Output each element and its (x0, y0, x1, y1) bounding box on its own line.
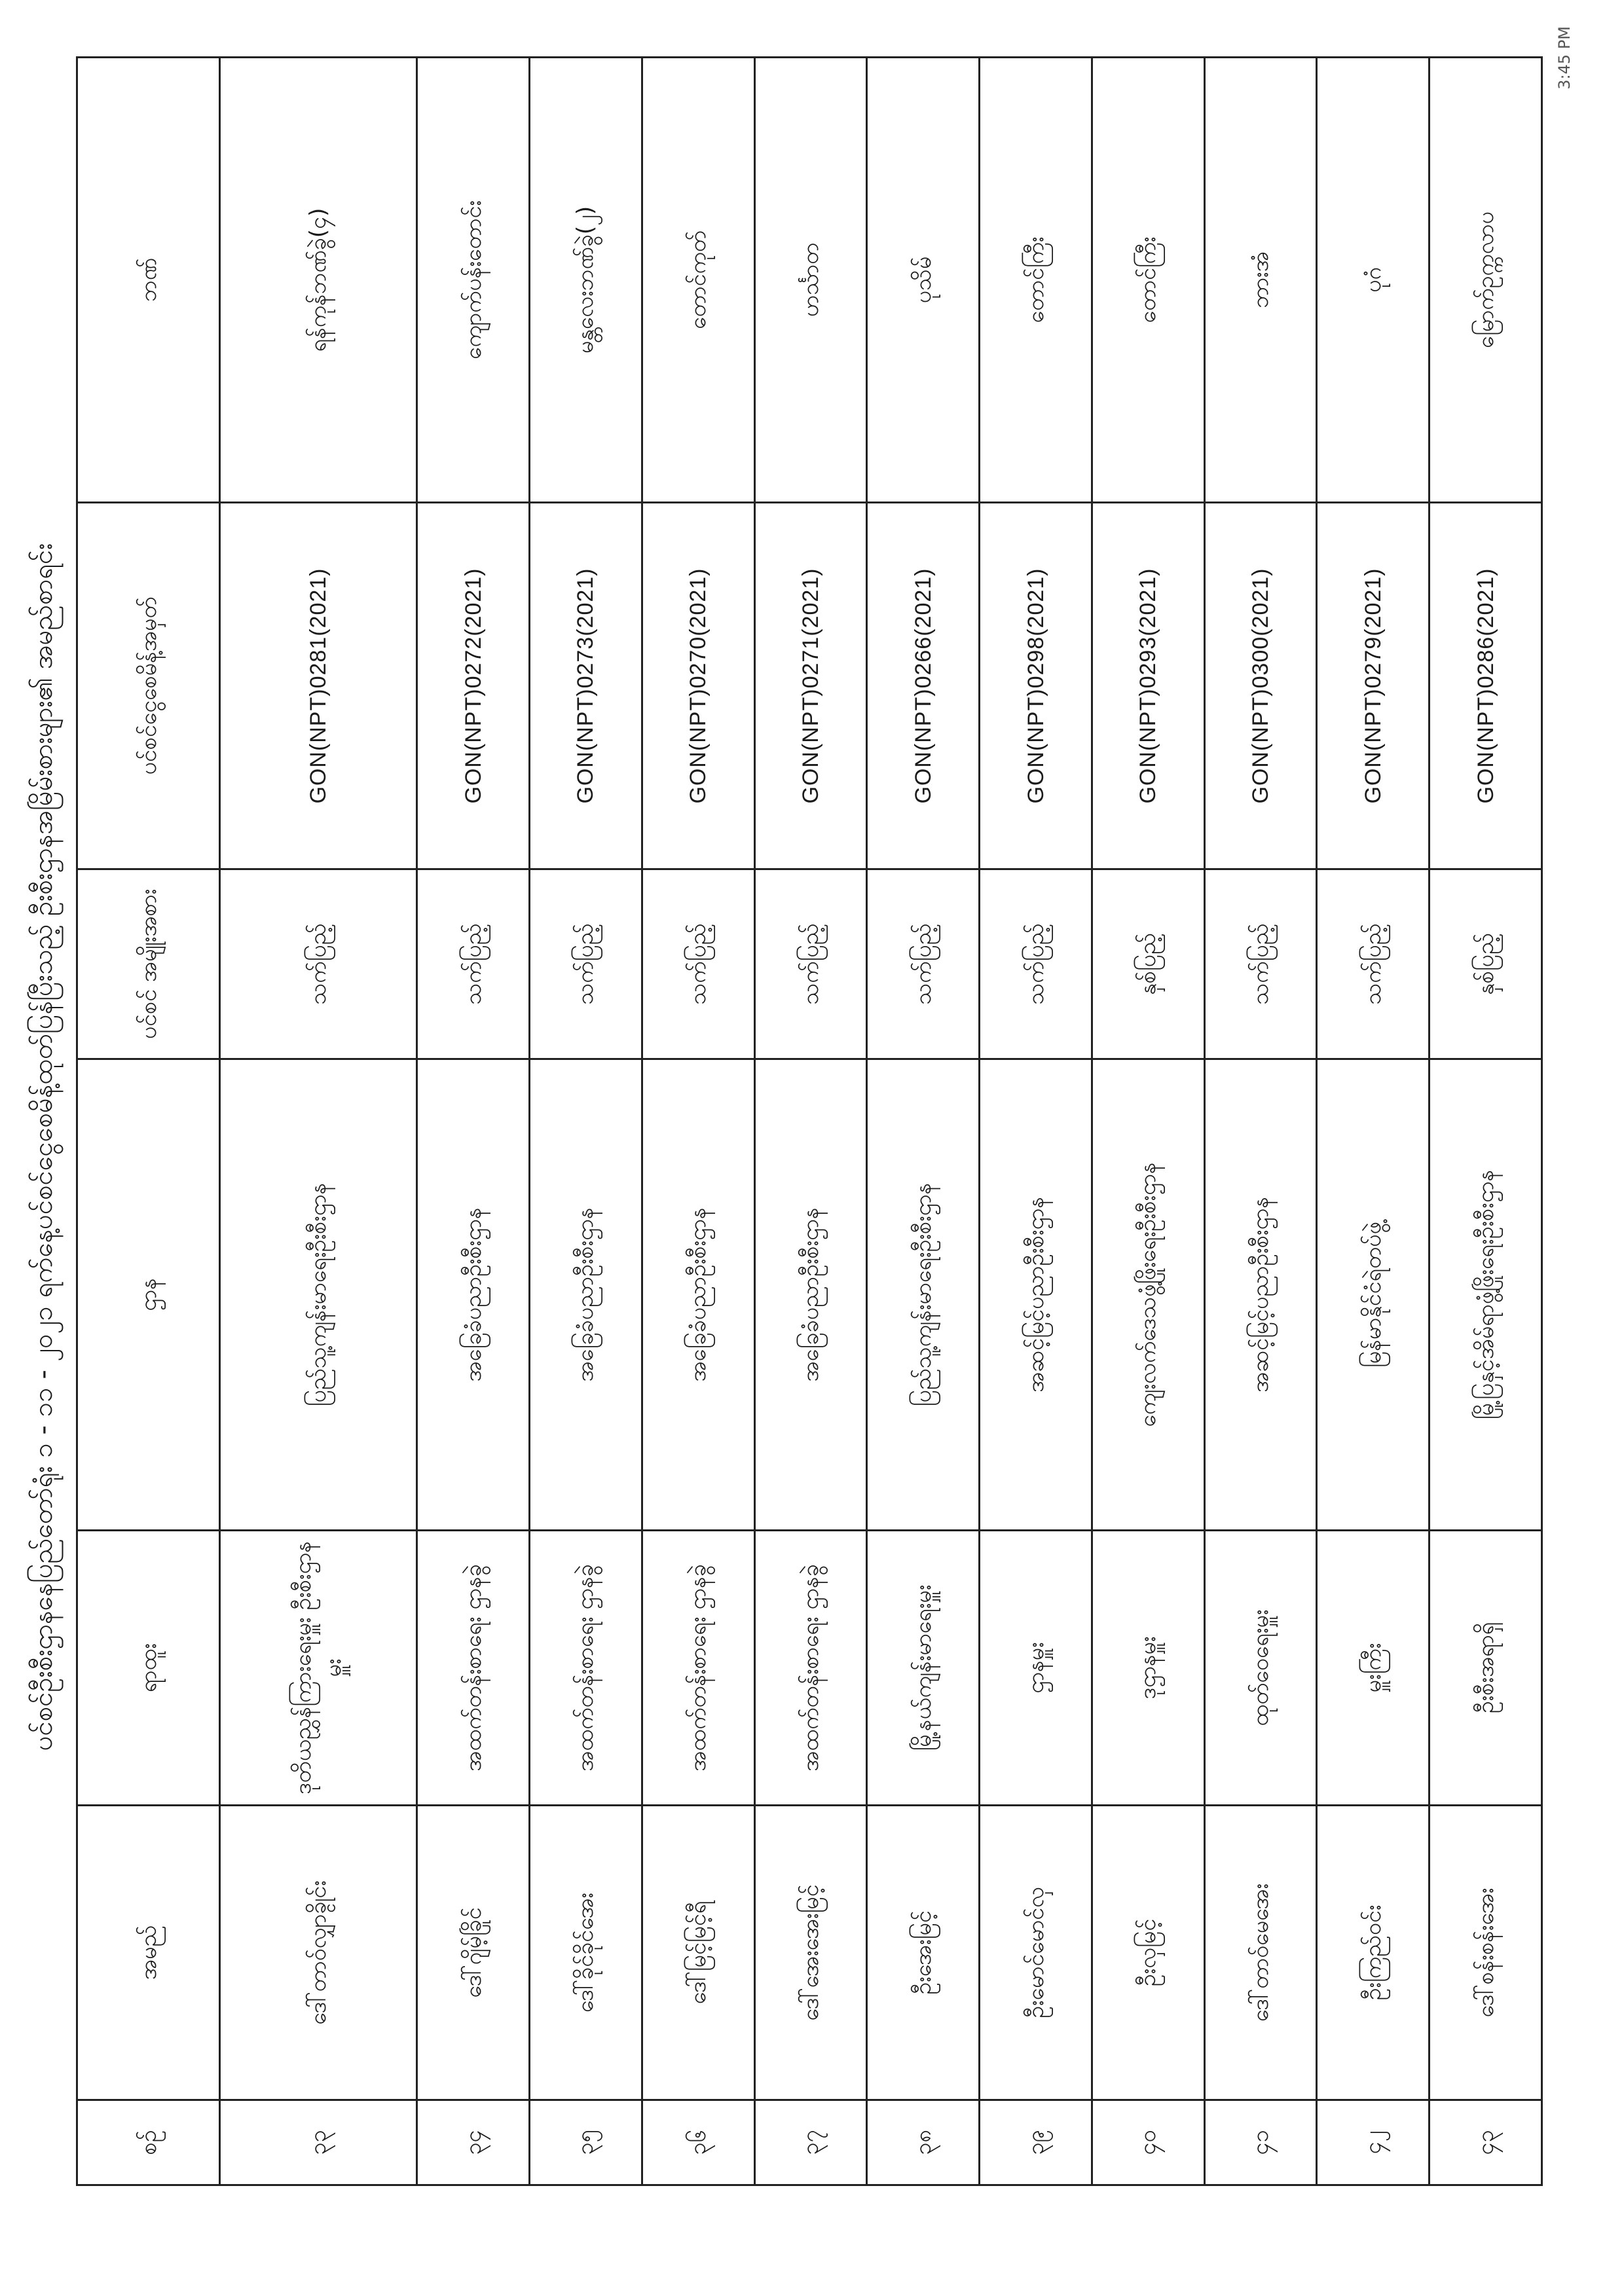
cell-serial: ၃၆ (642, 2100, 754, 2185)
table-row (220, 58, 417, 2185)
cell-name: ဒေါ်ခိုင်ခိုင်အေး (530, 1806, 642, 2100)
col-header-pension-type: ပင်စင် အမျိုးအစား (77, 869, 220, 1059)
cell-position: ဒုဌာနမှူး (1092, 1531, 1204, 1806)
cell-bank: ဟင်္သာတ (754, 58, 867, 503)
cell-department: ပြည်သူ့ကျန်းမာရေးဦးစီးဌာန (867, 1059, 980, 1531)
cell-department: အဆင့်မြင့်ပညာဦးစီးဌာန (1204, 1059, 1317, 1531)
cell-pension-type: သက်ပြည့် (1204, 869, 1317, 1059)
col-header-serial: စဉ် (77, 2100, 220, 2185)
cell-pension-type: သက်ပြည့် (642, 869, 754, 1059)
cell-serial: ၄၁ (1204, 2100, 1317, 2185)
table-row (980, 58, 1092, 2185)
cell-department: မြို့ပြနှင့်အိမ်ရာဖွံ့ဖြိုးရေးဦးစီးဌာန (1430, 1059, 1542, 1531)
cell-name: ဦးမောင်မောင်လှ (980, 1806, 1092, 2100)
cell-bank: ကျောက်ပန်းတောင်း (417, 58, 530, 503)
col-header-name: အမည် (77, 1806, 220, 2100)
cell-serial: ၄၀ (1092, 2100, 1204, 2185)
cell-bank: မန္တလေးဘဏ်ခွဲ(၂) (530, 58, 642, 503)
table-row (867, 58, 980, 2185)
cell-order-number: GON(NPT)0293(2021) (1092, 503, 1204, 869)
cell-bank: ပုဂံ (1317, 58, 1430, 503)
cell-position: မှူးကြီး (1317, 1531, 1430, 1806)
cell-name: ဒေါ်အေးအေးမြင့် (754, 1806, 867, 2100)
cell-pension-type: သက်ပြည့် (1317, 869, 1430, 1059)
col-header-department: ဌာန (77, 1059, 220, 1531)
cell-bank: တောင်ကြီး (980, 58, 1092, 503)
cell-name: ဒေါ်မြင့်မြင့်ရီ (642, 1806, 754, 2100)
cell-order-number: GON(NPT)0273(2021) (530, 503, 642, 869)
pension-table (76, 56, 1543, 2186)
cell-serial: ၃၃ (220, 2100, 417, 2185)
cell-position: အထက်တန်းစာရေး ဌာနခွဲ (530, 1531, 642, 1806)
cell-order-number: GON(NPT)0300(2021) (1204, 503, 1317, 869)
cell-position: အထက်တန်းစာရေး ဌာနခွဲ (754, 1531, 867, 1806)
cell-position: အထက်တန်းစာရေး ဌာနခွဲ (417, 1531, 530, 1806)
cell-name: ဦးအေးမြင့် (867, 1806, 980, 2100)
print-timestamp: 3:45 PM (1555, 26, 1574, 90)
cell-department: ကျေးလက်ဒေသဖွံ့ဖြိုးရေးဦးစီးဌာန (1092, 1059, 1204, 1531)
table-row (642, 58, 754, 2185)
cell-pension-type: သက်ပြည့် (754, 869, 867, 1059)
cell-position: ဌာနမှူး (980, 1531, 1092, 1806)
cell-name: ဒေါ်ဂျိမ့်ခြိုင် (417, 1806, 530, 2100)
cell-bank: မြောက်ဥက္ကလာပ (1430, 58, 1542, 503)
cell-position: ဦးစီးအရာရှိ (1430, 1531, 1542, 1806)
table-row (1204, 58, 1317, 2185)
col-header-order-number: ပင်စင်ငွေစေမိန့်အမှတ် (77, 503, 220, 869)
cell-pension-type: သက်ပြည့် (867, 869, 980, 1059)
cell-name: ဒေါ်တာဝ်မေအေး (1204, 1806, 1317, 2100)
cell-order-number: GON(NPT)0281(2021) (220, 503, 417, 869)
cell-department: မြန်မာနိုင်ငံရဲတပ်ဖွဲ့ (1317, 1059, 1430, 1531)
cell-department: အဆင့်မြင့်ပညာဦးစီးဌာန (980, 1059, 1092, 1531)
cell-serial: ၃၇ (754, 2100, 867, 2185)
cell-department: အခြေခံပညာဦးစီးဌာန (417, 1059, 530, 1531)
cell-order-number: GON(NPT)0266(2021) (867, 503, 980, 869)
table-header-row (77, 58, 220, 2185)
table-row (1430, 58, 1542, 2185)
table-row (417, 58, 530, 2185)
cell-department: အခြေခံပညာဦးစီးဌာန (754, 1059, 867, 1531)
cell-order-number: GON(NPT)0286(2021) (1430, 503, 1542, 869)
table-row (530, 58, 642, 2185)
cell-bank: တောင်ကုတ် (642, 58, 754, 503)
cell-order-number: GON(NPT)0279(2021) (1317, 503, 1430, 869)
table-row (1092, 58, 1204, 2185)
cell-pension-type: သက်ပြည့် (530, 869, 642, 1059)
cell-pension-type: နှစ်ပြည့် (1430, 869, 1542, 1059)
cell-pension-type: သက်ပြည့် (220, 869, 417, 1059)
col-header-bank: ဘဏ် (77, 58, 220, 503)
cell-pension-type: သက်ပြည့် (980, 869, 1092, 1059)
table-row (754, 58, 867, 2185)
cell-position: မြို့နယ်ကျန်းမာရေးမှူး (867, 1531, 980, 1806)
cell-serial: ၃၉ (980, 2100, 1092, 2185)
cell-department: အခြေခံပညာဦးစီးဌာန (642, 1059, 754, 1531)
cell-order-number: GON(NPT)0270(2021) (642, 503, 754, 869)
cell-name: ဦးကြည်ဝင်း (1317, 1806, 1430, 2100)
cell-name: ဒေါ်စန်းစန်းအေး (1430, 1806, 1542, 2100)
cell-serial: ၃၄ (417, 2100, 530, 2185)
cell-name: ဒေါ်တာဝ်လျှာခ္ငိုင်း (220, 1806, 417, 2100)
cell-name: ဦးလှမြင့် (1092, 1806, 1204, 2100)
cell-serial: ၃၅ (530, 2100, 642, 2185)
col-header-position: ရာထူး (77, 1531, 220, 1806)
cell-serial: ၃၈ (867, 2100, 980, 2185)
cell-order-number: GON(NPT)0298(2021) (980, 503, 1092, 869)
cell-position: ထုတ်ဝေရေးမှူး (1204, 1531, 1317, 1806)
cell-order-number: GON(NPT)0272(2021) (417, 503, 530, 869)
table-row (1317, 58, 1430, 2185)
cell-bank: တောင်ကြီး (1092, 58, 1204, 503)
cell-serial: ၄၃ (1430, 2100, 1542, 2185)
cell-position: အထက်တန်းစာရေး ဌာနခွဲ (642, 1531, 754, 1806)
cell-position: ဒုတိယညွှန်ကြားရေးမှူး ဦးစီးဌာနမှူး (220, 1531, 417, 1806)
cell-serial: ၄၂ (1317, 2100, 1430, 2185)
cell-bank: ရန်ကုန်ဘဏ်ခွဲ(၄) (220, 58, 417, 503)
cell-bank: ဘားအံ (1204, 58, 1317, 503)
cell-pension-type: သက်ပြည့် (417, 869, 530, 1059)
cell-pension-type: နှစ်ပြည့် (1092, 869, 1204, 1059)
cell-bank: ပုသိမ် (867, 58, 980, 503)
cell-department: အခြေခံပညာဦးစီးဌာန (530, 1059, 642, 1531)
cell-order-number: GON(NPT)0271(2021) (754, 503, 867, 869)
document-title: ပင်စင်ဦးစီးဌာနနေပြည်တော်ရုံး ၁ - ၁၁ - ၂၀၂၁ ရက်နေ့ပင်စင်ငွေစေမိန့်ထုတ်ပြန်ပြီးသည့် ဦးစီးဌာနအမြိမ်းစားများ၏ အမည်စာရင်း (28, 543, 58, 1751)
cell-department: ပြည်သူ့ကျန်းမာရေးဦးစီးဌာန (220, 1059, 417, 1531)
